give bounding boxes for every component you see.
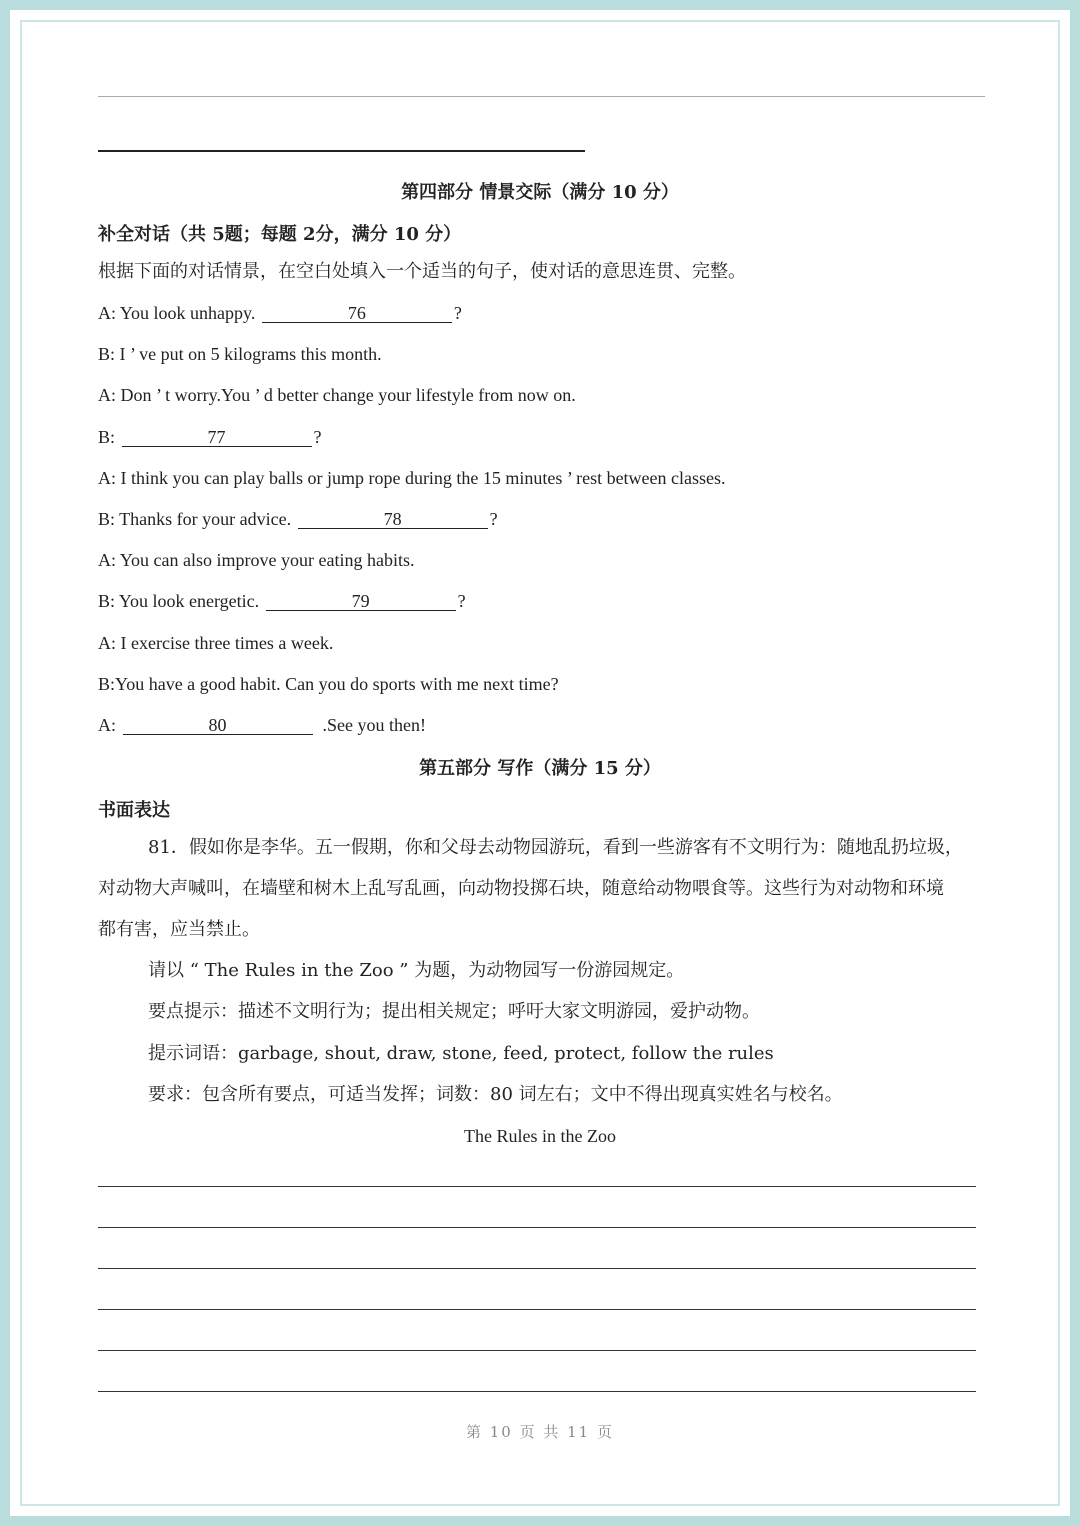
answer-blank-76[interactable]: 76 — [262, 304, 452, 323]
dialogue-suffix: ? — [489, 509, 498, 529]
writing-line[interactable] — [98, 1391, 976, 1392]
dialogue-text: A: You look unhappy. — [98, 303, 256, 323]
dialogue-suffix: ? — [457, 591, 466, 611]
task-requirements: 要求：包含所有要点，可适当发挥；词数：80 词左右；文中不得出现真实姓名与校名。 — [148, 1084, 843, 1105]
dialogue-text: B: — [98, 427, 116, 447]
dialogue-text: A: Don ’ t worry.You ’ d better change your lifestyle from now on. — [98, 385, 576, 405]
header-rule — [98, 96, 985, 97]
answer-line-top — [98, 150, 585, 152]
task-points: 要点提示：描述不文明行为；提出相关规定；呼吁大家文明游园，爱护动物。 — [148, 1001, 760, 1022]
page-number-footer: 第 10 页 共 11 页 — [465, 1423, 614, 1441]
dialogue-text: B: You look energetic. — [98, 591, 260, 611]
dialogue-text: A: I think you can play balls or jump rope during the 15 minutes ’ rest between classes. — [98, 468, 726, 488]
answer-blank-80[interactable]: 80 — [123, 716, 313, 735]
essay-title: The Rules in the Zoo — [464, 1126, 616, 1146]
dialogue-line — [98, 632, 333, 654]
dialogue-line — [98, 467, 726, 489]
writing-line[interactable] — [98, 1186, 976, 1187]
dialogue-line — [98, 590, 466, 612]
writing-line[interactable] — [98, 1268, 976, 1269]
task-words: 提示词语：garbage, shout, draw, stone, feed, protect, follow the rules — [148, 1043, 774, 1064]
dialogue-text: B: I ’ ve put on 5 kilograms this month. — [98, 344, 382, 364]
writing-line[interactable] — [98, 1350, 976, 1351]
answer-blank-78[interactable]: 78 — [298, 510, 488, 529]
part4-subtitle: 补全对话（共 5题；每题 2分，满分 10 分） — [98, 224, 462, 245]
writing-line[interactable] — [98, 1227, 976, 1228]
task-paragraph-line-3: 都有害，应当禁止。 — [98, 919, 260, 940]
part4-instruction: 根据下面的对话情景，在空白处填入一个适当的句子，使对话的意思连贯、完整。 — [98, 261, 746, 282]
dialogue-text: B: Thanks for your advice. — [98, 509, 292, 529]
dialogue-text: A: I exercise three times a week. — [98, 633, 334, 653]
part5-title: 第五部分 写作（满分 15 分） — [419, 758, 661, 779]
task-paragraph-line-1: 81．假如你是李华。五一假期，你和父母去动物园游玩，看到一些游客有不文明行为：随地乱扔垃圾， — [148, 837, 963, 858]
answer-blank-79[interactable]: 79 — [266, 592, 456, 611]
task-paragraph-line-2: 对动物大声喊叫，在墙壁和树木上乱写乱画，向动物投掷石块，随意给动物喂食等。这些行为对动物和环境 — [98, 878, 944, 899]
dialogue-line — [98, 714, 426, 736]
dialogue-suffix: .See you then! — [322, 715, 426, 735]
part4-title: 第四部分 情景交际（满分 10 分） — [401, 182, 679, 203]
dialogue-line — [98, 508, 498, 530]
dialogue-line — [98, 673, 559, 695]
dialogue-text: A: — [98, 715, 116, 735]
dialogue-text: A: You can also improve your eating habits. — [98, 550, 415, 570]
answer-blank-77[interactable]: 77 — [122, 428, 312, 447]
part5-subtitle: 书面表达 — [98, 800, 170, 821]
task-prompt: 请以 “ The Rules in the Zoo ” 为题，为动物园写一份游园规定。 — [148, 960, 685, 981]
dialogue-line — [98, 343, 382, 365]
writing-line[interactable] — [98, 1309, 976, 1310]
dialogue-line — [98, 426, 322, 448]
dialogue-suffix: ? — [453, 303, 462, 323]
dialogue-line — [98, 302, 462, 324]
dialogue-suffix: ? — [313, 427, 322, 447]
dialogue-line — [98, 549, 414, 571]
dialogue-line — [98, 384, 576, 406]
dialogue-text: B:You have a good habit. Can you do sports with me next time? — [98, 674, 559, 694]
